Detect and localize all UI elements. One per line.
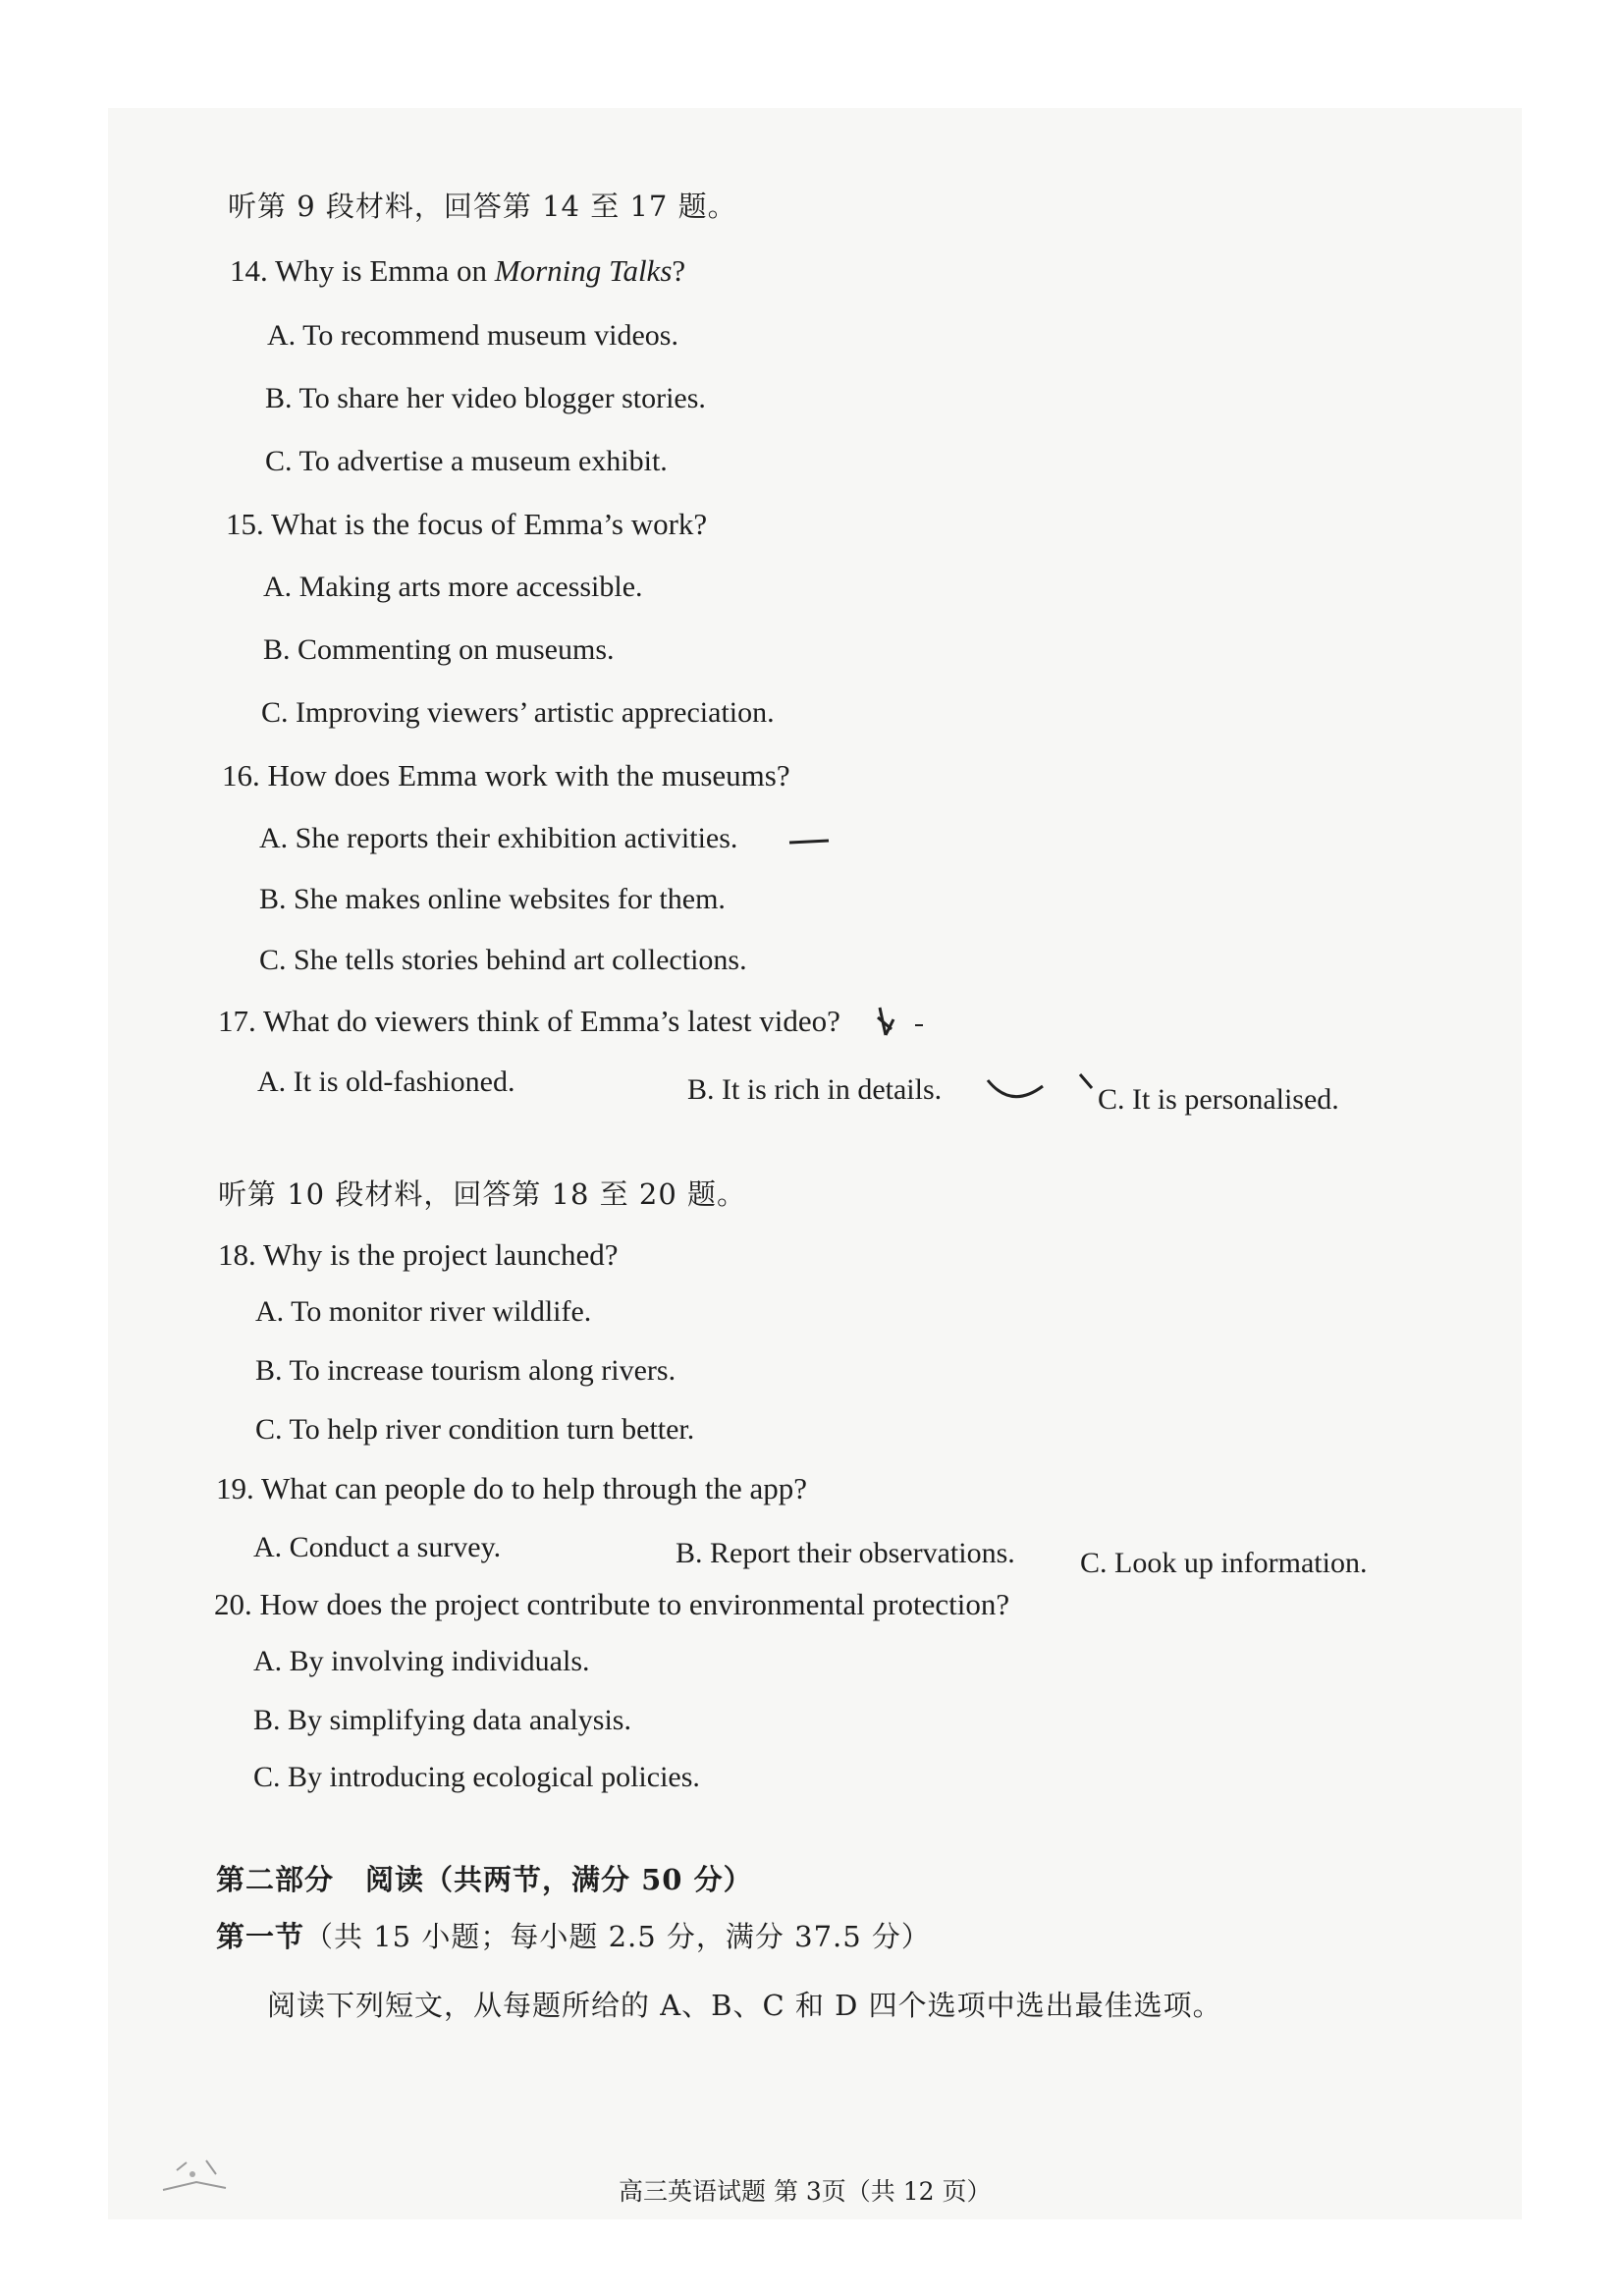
q19-option-b: B. Report their observations.: [676, 1537, 1015, 1569]
q18-option-b: B. To increase tourism along rivers.: [255, 1354, 676, 1387]
q19-option-c: C. Look up information.: [1080, 1547, 1368, 1579]
question-16: 16. How does Emma work with the museums?: [222, 758, 790, 793]
question-15: 15. What is the focus of Emma’s work?: [226, 507, 708, 541]
question-14-stem-prefix: 14. Why is Emma on: [230, 253, 495, 288]
q19-option-a: A. Conduct a survey.: [253, 1531, 502, 1563]
q18-option-a: A. To monitor river wildlife.: [255, 1295, 592, 1328]
q17-option-a: A. It is old-fashioned.: [257, 1066, 515, 1098]
section-1-label: 第一节: [216, 1920, 305, 1953]
q15-option-c: C. Improving viewers’ artistic appreciation.: [261, 696, 775, 729]
question-18: 18. Why is the project launched?: [218, 1237, 619, 1272]
q18-option-c: C. To help river condition turn better.: [255, 1413, 695, 1446]
q20-option-b: B. By simplifying data analysis.: [253, 1704, 631, 1736]
q20-option-c: C. By introducing ecological policies.: [253, 1761, 700, 1793]
q14-option-b: B. To share her video blogger stories.: [265, 382, 706, 414]
section-1-heading: [216, 1917, 931, 1956]
pen-dash-mark: [785, 833, 835, 852]
q16-option-a: A. She reports their exhibition activities.: [259, 822, 738, 854]
q17-option-c: C. It is personalised.: [1098, 1083, 1339, 1116]
q16-option-b: B. She makes online websites for them.: [259, 883, 726, 915]
q17-option-b: B. It is rich in details.: [687, 1073, 943, 1106]
part-2-label: 第二部分: [216, 1863, 335, 1896]
q14-option-c: C. To advertise a museum exhibit.: [265, 445, 668, 477]
q20-option-a: A. By involving individuals.: [253, 1645, 590, 1677]
pen-check-mark: [872, 1000, 931, 1045]
part-2-title: 阅读（共两节，满分 50 分）: [365, 1863, 753, 1896]
scan-stain: [157, 2141, 245, 2200]
question-14-stem-suffix: ?: [672, 253, 686, 288]
section-9-header: 听第 9 段材料，回答第 14 至 17 题。: [228, 190, 737, 223]
section-1-scoring: （共 15 小题；每小题 2.5 分，满分 37.5 分）: [304, 1920, 931, 1953]
q14-option-a: A. To recommend museum videos.: [267, 319, 678, 352]
q15-option-b: B. Commenting on museums.: [263, 633, 615, 666]
reading-instruction: 阅读下列短文，从每题所给的 A、B、C 和 D 四个选项中选出最佳选项。: [267, 1989, 1222, 2022]
page-footer: 高三英语试题 第 3页（共 12 页）: [619, 2177, 992, 2206]
question-17: 17. What do viewers think of Emma’s latest video?: [218, 1004, 840, 1038]
question-14: [230, 251, 685, 291]
question-14-show-title: Morning Talks: [494, 253, 673, 288]
section-10-header: 听第 10 段材料，回答第 18 至 20 题。: [218, 1177, 747, 1211]
part-2-heading: [216, 1860, 753, 1899]
question-20: 20. How does the project contribute to environmental protection?: [214, 1587, 1010, 1621]
q16-option-c: C. She tells stories behind art collections.: [259, 944, 747, 976]
pen-curve-mark: [982, 1066, 1109, 1116]
q15-option-a: A. Making arts more accessible.: [263, 571, 643, 603]
question-19: 19. What can people do to help through the app?: [216, 1471, 808, 1505]
